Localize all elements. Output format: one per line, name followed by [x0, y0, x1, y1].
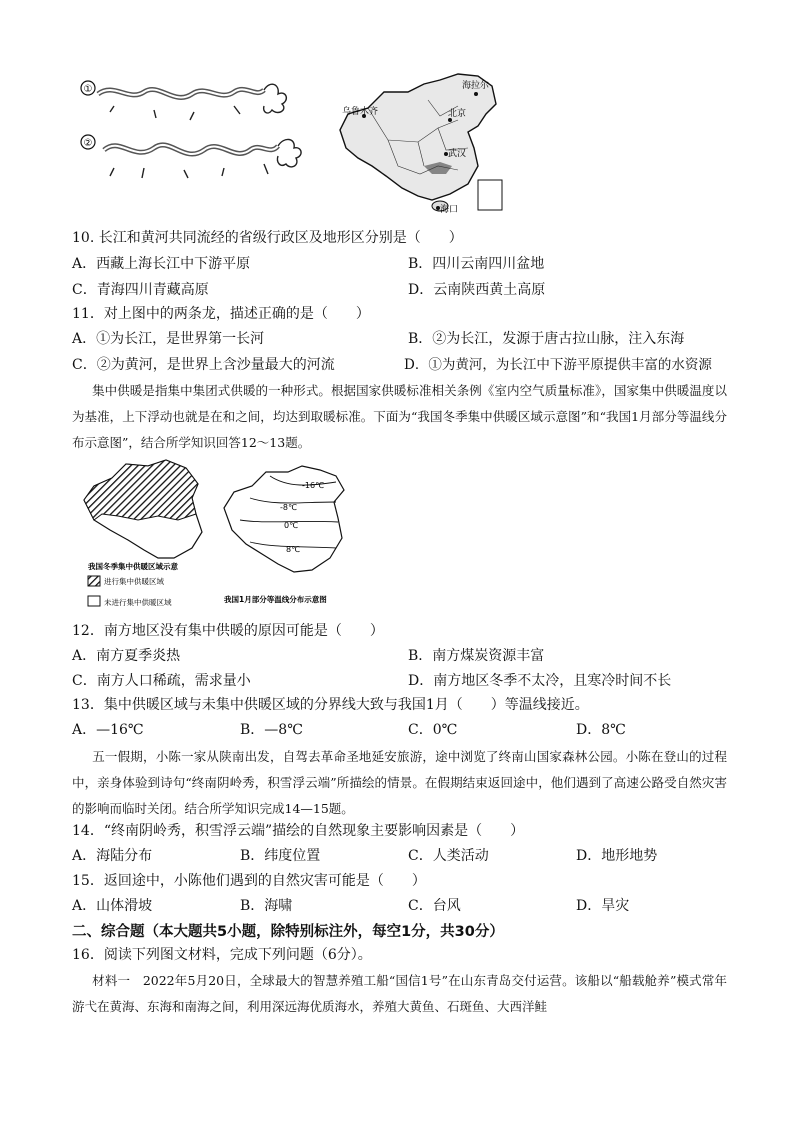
passage-heating: [72, 378, 727, 456]
q13-option-a: A．—16℃: [72, 722, 144, 738]
legend-heated-swatch: [88, 576, 100, 586]
passage-zhongnan: [72, 744, 727, 822]
q10-option-b: B．四川云南四川盆地: [408, 256, 545, 272]
q10-option-d: D．云南陕西黄土高原: [408, 282, 546, 298]
q16-material-1: [72, 968, 727, 1020]
q15-option-a: A．山体滑坡: [72, 898, 153, 914]
q14-option-a: A．海陆分布: [72, 848, 153, 864]
q12-option-c: C．南方人口稀疏，需求量小: [72, 673, 251, 689]
dragon-rivers-figure: [74, 72, 314, 190]
passage-heating-text: 集中供暖是指集中集团式供暖的一种形式。根据国家供暖标准相关条例《室内空气质量标准》，国家集中供暖温度以为基准，上下浮动也就是在和之间，均达到取暖标准。下面为“我国冬季集中供暖区域示意图”和“我国1月部分等温线分布示意图”，结合所学知识回答12～13题。: [72, 383, 727, 450]
q11-option-a: A．①为长江，是世界第一长河: [72, 331, 265, 347]
legend-heated-label: 进行集中供暖区域: [104, 577, 164, 586]
dragon-2-label: ②: [83, 138, 93, 149]
map-label-haikou: 海口: [440, 205, 459, 215]
q15-stem: 15．返回途中，小陈他们遇到的自然灾害可能是（ ）: [72, 873, 426, 889]
q12-option-d: D．南方地区冬季不太冷，且寒冷时间不长: [408, 673, 672, 689]
isotherm-map-title: 我国1月部分等温线分布示意图: [224, 595, 327, 604]
q11-option-c: C．②为黄河，是世界上含沙量最大的河流: [72, 357, 335, 373]
isotherm-label-8: 8℃: [286, 545, 301, 554]
china-outline: [340, 74, 496, 200]
heated-region: [84, 460, 198, 520]
heating-map-title: 我国冬季集中供暖区域示意: [88, 562, 178, 571]
legend-unheated-label: 未进行集中供暖区域: [104, 598, 172, 607]
q14-option-d: D．地形地势: [576, 848, 658, 864]
map-label-beijing: 北京: [448, 109, 467, 119]
q11-option-b: B．②为长江，发源于唐古拉山脉，注入东海: [408, 331, 685, 347]
map-label-wuhan: 武汉: [448, 149, 467, 159]
q16-material-1-text: 材料一 2022年5月20日，全球最大的智慧养殖工船“国信1号”在山东青岛交付运营。该船以“船载舱养”模式常年游弋在黄海、东海和南海之间，利用深远海优质海水，养殖大黄鱼、石斑鱼、大西洋鲑: [72, 973, 727, 1014]
q12-option-a: A．南方夏季炎热: [72, 648, 181, 664]
q12-stem: 12．南方地区没有集中供暖的原因可能是（ ）: [72, 623, 384, 639]
q13-option-c: C．0℃: [408, 722, 458, 738]
q15-option-d: D．旱灾: [576, 898, 630, 914]
dragon-1-label: ①: [83, 84, 93, 95]
section-2-heading: 二、综合题（本大题共5小题，除特别标注外，每空1分，共30分）: [72, 924, 504, 940]
map-label-hailar: 海拉尔: [462, 81, 490, 91]
q10-option-c: C．青海四川青藏高原: [72, 282, 209, 298]
q10-stem: 10. 长江和黄河共同流经的省级行政区及地形区分别是（ ）: [72, 230, 463, 246]
passage-zhongnan-text: 五一假期，小陈一家从陕南出发，自驾去革命圣地延安旅游，途中浏览了终南山国家森林公园。小陈在登山的过程中，亲身体验到诗句“终南阴岭秀，积雪浮云端”所描绘的情景。在假期结束返回途中，他们遇到了高速公路受自然灾害的影响而临时关闭。结合所学知识完成14—15题。: [72, 749, 727, 816]
isotherm-map-outline: [224, 466, 344, 572]
q14-option-b: B．纬度位置: [240, 848, 321, 864]
q12-option-b: B．南方煤炭资源丰富: [408, 648, 545, 664]
isotherm-label-minus8: -8℃: [280, 503, 297, 512]
isotherm-label-minus16: -16℃: [302, 481, 325, 490]
q13-stem: 13．集中供暖区域与未集中供暖区域的分界线大致与我国1月（ ）等温线接近。: [72, 697, 589, 713]
legend-unheated-swatch: [88, 596, 100, 606]
map-label-urumqi: 乌鲁木齐: [342, 107, 379, 117]
q15-option-b: B．海啸: [240, 898, 293, 914]
isotherm-label-0: 0℃: [284, 521, 299, 530]
q13-option-d: D．8℃: [576, 722, 626, 738]
q13-option-b: B．—8℃: [240, 722, 303, 738]
q11-option-d: D．①为黄河，为长江中下游平原提供丰富的水资源: [404, 357, 712, 373]
q16-stem: 16．阅读下列图文材料，完成下列问题（6分）。: [72, 947, 372, 963]
heating-region-figure: [74, 458, 370, 616]
q15-option-c: C．台风: [408, 898, 461, 914]
q14-stem: 14．“终南阴岭秀，积雪浮云端”描绘的自然现象主要影响因素是（ ）: [72, 823, 525, 839]
china-map-cities: [328, 70, 524, 216]
q14-option-c: C．人类活动: [408, 848, 489, 864]
q11-stem: 11．对上图中的两条龙，描述正确的是（ ）: [72, 306, 370, 322]
q10-option-a: A．西藏上海长江中下游平原: [72, 256, 251, 272]
